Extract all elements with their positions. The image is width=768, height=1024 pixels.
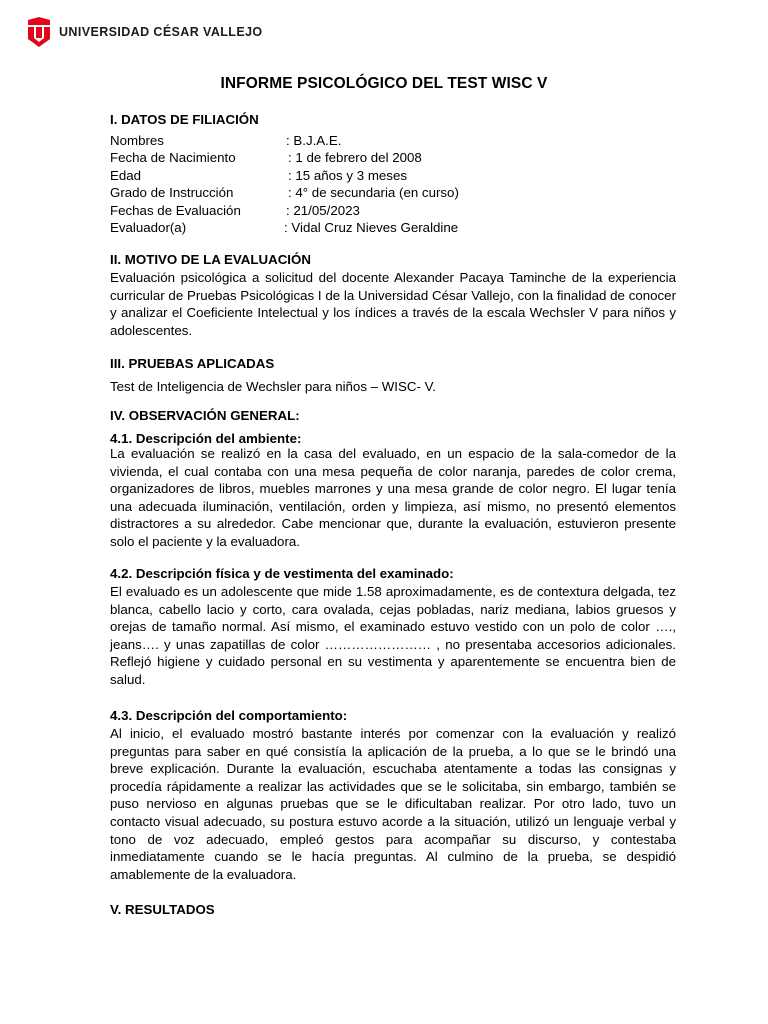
section-heading-resultados: V. RESULTADOS (110, 902, 215, 917)
paragraph-motivo: Evaluación psicológica a solicitud del docente Alexander Pacaya Taminche de la experiencia curricular de Pruebas Psicológicas I de la Universidad César Vallejo, con la finalidad de conocer y analizar el Coeficiente Intelectual y los índices a través de la escala Wechsler V para niños y adolescentes. (110, 270, 676, 338)
section-heading-pruebas: III. PRUEBAS APLICADAS (110, 356, 275, 371)
paragraph-comportamiento: Al inicio, el evaluado mostró bastante interés por comenzar con la evaluación y realizó preguntas para saber en qué consistía la aplicación de la prueba, a lo que se le brindó una breve explicación. Durante la evaluación, escuchaba atentamente a todas las consignas y procedía rápidamente a realizar las actividades que se le solicitaba, sin embargo, también se puso nervioso en algunas pruebas que se le dificultaban realizar. Por otro lado, tuvo un contacto visual adecuado, su postura estuvo acorde a la situación, utilizó un lenguaje verbal y tono de voz adecuado, empleó gestos para acompañar su discurso, y contestaba inmediatamente cuando se le hacía preguntas. Al culmino de la prueba, se despidió amablemente de la evaluadora. (110, 726, 676, 882)
university-logo (26, 16, 263, 48)
section-heading-filiacion: I. DATOS DE FILIACIÓN (110, 112, 259, 127)
paragraph-fisica: El evaluado es un adolescente que mide 1.58 aproximadamente, es de contextura delgada, tez blanca, cabello lacio y corto, cara ovalada, cejas pobladas, nariz mediana, labios gruesos y orejas de tamaño normal. Así mismo, el examinado estuvo vestido con un polo de color …., jeans…. y unas zapatillas de color …………………… , no presentaba accesorios adicionales. Reflejó higiene y cuidado personal en su vestimenta y aparentemente se encuentra bien de salud. (110, 584, 676, 687)
paragraph-pruebas: Test de Inteligencia de Wechsler para niños – WISC- V. (110, 379, 436, 394)
university-name: UNIVERSIDAD CÉSAR VALLEJO (59, 25, 263, 39)
field-value: : 21/05/2023 (286, 203, 360, 218)
section-heading-motivo: II. MOTIVO DE LA EVALUACIÓN (110, 252, 311, 267)
ucv-shield-logo-icon (26, 16, 52, 48)
section-heading-observacion: IV. OBSERVACIÓN GENERAL: (110, 408, 300, 423)
subheading-fisica: 4.2. Descripción física y de vestimenta del examinado: (110, 566, 454, 581)
field-label: Fechas de Evaluación (110, 203, 241, 218)
field-label: Grado de Instrucción (110, 185, 234, 200)
subheading-comportamiento: 4.3. Descripción del comportamiento: (110, 708, 348, 723)
field-label: Edad (110, 168, 142, 183)
report-title: INFORME PSICOLÓGICO DEL TEST WISC V (220, 75, 548, 92)
field-value: : 15 años y 3 meses (288, 168, 407, 183)
field-label: Fecha de Nacimiento (110, 150, 236, 165)
field-value: : B.J.A.E. (286, 133, 342, 148)
field-label: Evaluador(a) (110, 220, 187, 235)
field-label: Nombres (110, 133, 164, 148)
paragraph-ambiente: La evaluación se realizó en la casa del evaluado, en un espacio de la sala-comedor de la vivienda, el cual contaba con una mesa pequeña de color naranja, paredes de color crema, organizadores de libros, muebles marrones y una mesa grande de color negro. El lugar tenía una adecuada iluminación, ventilación, orden y limpieza, así mismo, no presentó elementos distractores a su alrededor. Cabe mencionar que, durante la evaluación, estuvieron presente solo el paciente y la evaluadora. (110, 446, 676, 549)
field-value: : 1 de febrero del 2008 (288, 150, 422, 165)
field-value: : Vidal Cruz Nieves Geraldine (284, 220, 459, 235)
subheading-ambiente: 4.1. Descripción del ambiente: (110, 431, 302, 446)
field-value: : 4° de secundaria (en curso) (288, 185, 459, 200)
